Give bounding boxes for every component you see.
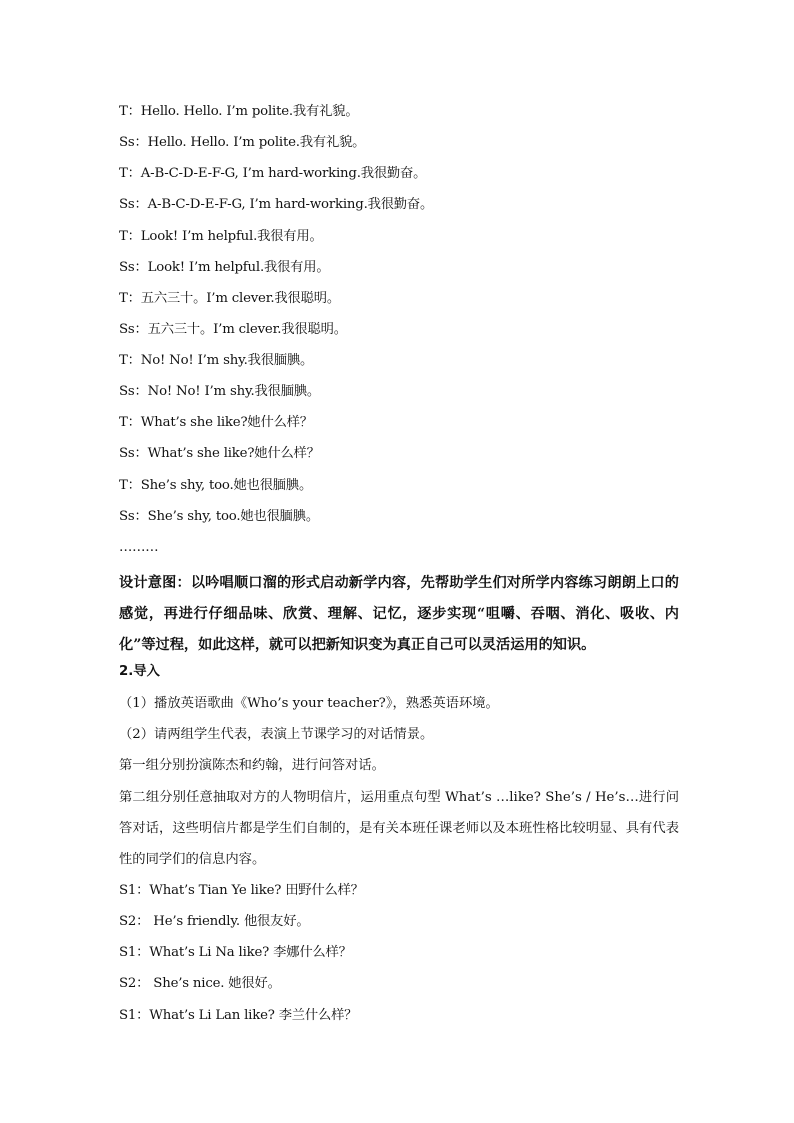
group2-paragraph: 第二组分别任意抽取对方的人物明信片，运用重点句型 What’s …like? She’s / He’s…进行问答对话，这些明信片都是学生们自制的，是有关本班任课老师以及本班性格比较明显、具有代表性的同学们的信息内容。 bbox=[119, 790, 679, 867]
dialogue-line: Ss：Hello. Hello. I’m polite.我有礼貌。 bbox=[119, 135, 366, 150]
qa-line: S1：What’s Li Na like? 李娜什么样？ bbox=[119, 945, 352, 960]
dialogue-line: Ss：Look! I’m helpful.我很有用。 bbox=[119, 260, 330, 275]
dialogue-line: Ss：She’s shy, too.她也很腼腆。 bbox=[119, 509, 319, 524]
dialogue-line: Ss：No! No! I’m shy.我很腼腆。 bbox=[119, 384, 321, 399]
dialogue-line: T：Look! I’m helpful.我很有用。 bbox=[119, 229, 323, 244]
list-item: （2）请两组学生代表，表演上节课学习的对话情景。 bbox=[119, 727, 434, 742]
dialogue-line: T：What’s she like?她什么样？ bbox=[119, 415, 313, 430]
dialogue-line: T：She’s shy, too.她也很腼腆。 bbox=[119, 478, 313, 493]
dialogue-line: T：Hello. Hello. I’m polite.我有礼貌。 bbox=[119, 104, 359, 119]
dialogue-line: Ss：五六三十。I’m clever.我很聪明。 bbox=[119, 322, 347, 337]
list-item: （1）播放英语歌曲《Who’s your teacher?》，熟悉英语环境。 bbox=[119, 696, 499, 711]
dialogue-line: T：No! No! I’m shy.我很腼腆。 bbox=[119, 353, 314, 368]
qa-line: S1：What’s Tian Ye like? 田野什么样？ bbox=[119, 883, 364, 898]
qa-line: S2： She’s nice. 她很好。 bbox=[119, 976, 281, 991]
dialogue-line: T：A-B-C-D-E-F-G, I’m hard-working.我很勤奋。 bbox=[119, 166, 427, 181]
ellipsis-line: ……… bbox=[119, 540, 159, 555]
dialogue-line: T：五六三十。I’m clever.我很聪明。 bbox=[119, 291, 340, 306]
qa-line: S1：What’s Li Lan like? 李兰什么样？ bbox=[119, 1008, 358, 1023]
dialogue-line: Ss：What’s she like?她什么样？ bbox=[119, 446, 320, 461]
list-item: 第一组分别扮演陈杰和约翰，进行问答对话。 bbox=[119, 758, 385, 773]
design-intent-paragraph: 设计意图：以吟唱顺口溜的形式启动新学内容，先帮助学生们对所学内容练习朗朗上口的感觉，再进行仔细品味、欣赏、理解、记忆，逐步实现“咀嚼、吞咽、消化、吸收、内化”等过程，如此这样，就可以把新知识变为真正自己可以灵活运用的知识。 bbox=[119, 575, 679, 653]
dialogue-line: Ss：A-B-C-D-E-F-G, I’m hard-working.我很勤奋。 bbox=[119, 197, 434, 212]
qa-line: S2： He’s friendly. 他很友好。 bbox=[119, 914, 310, 929]
section-heading: 2.导入 bbox=[119, 664, 160, 679]
